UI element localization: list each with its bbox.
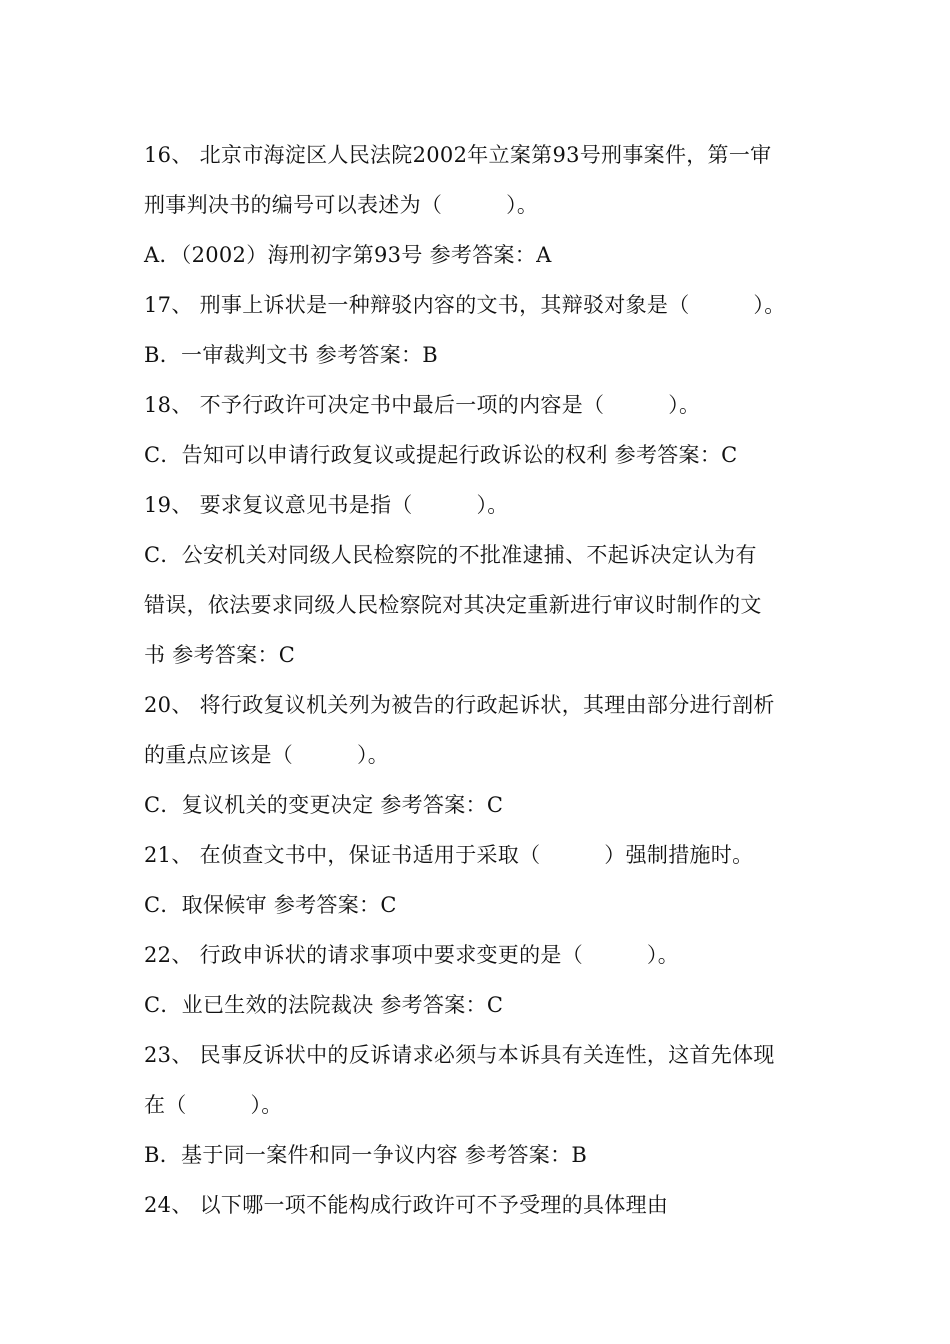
text-line: 错误，依法要求同级人民检察院对其决定重新进行审议时制作的文 — [144, 593, 762, 617]
text-line: 在（ ）。 — [144, 1093, 283, 1117]
text-line: 21、 在侦查文书中，保证书适用于采取（ ）强制措施时。 — [144, 843, 754, 867]
text-line: 17、 刑事上诉状是一种辩驳内容的文书，其辩驳对象是（ ）。 — [144, 293, 786, 317]
text-line: C．告知可以申请行政复议或提起行政诉讼的权利 参考答案：C — [144, 443, 738, 467]
text-line: 18、 不予行政许可决定书中最后一项的内容是（ ）。 — [144, 393, 701, 417]
text-line: 20、 将行政复议机关列为被告的行政起诉状，其理由部分进行剖析 — [144, 693, 775, 717]
text-line: 刑事判决书的编号可以表述为（ ）。 — [144, 193, 539, 217]
text-line: 16、 北京市海淀区人民法院2002年立案第93号刑事案件，第一审 — [144, 143, 772, 167]
text-line: A．（2002）海刑初字第93号 参考答案：A — [144, 243, 552, 267]
text-line: C．公安机关对同级人民检察院的不批准逮捕、不起诉决定认为有 — [144, 543, 757, 567]
text-line: B．基于同一案件和同一争议内容 参考答案：B — [144, 1143, 588, 1167]
text-line: 23、 民事反诉状中的反诉请求必须与本诉具有关连性，这首先体现 — [144, 1043, 775, 1067]
text-line: C．业已生效的法院裁决 参考答案：C — [144, 993, 504, 1017]
text-line: B．一审裁判文书 参考答案：B — [144, 343, 439, 367]
text-line: 22、 行政申诉状的请求事项中要求变更的是（ ）。 — [144, 943, 679, 967]
text-line: C．复议机关的变更决定 参考答案：C — [144, 793, 504, 817]
text-line: C．取保候审 参考答案：C — [144, 893, 397, 917]
text-line: 的重点应该是（ ）。 — [144, 743, 390, 767]
document-body — [144, 130, 824, 1230]
text-line: 24、 以下哪一项不能构成行政许可不予受理的具体理由 — [144, 1193, 669, 1217]
text-line: 19、 要求复议意见书是指（ ）。 — [144, 493, 509, 517]
text-line: 书 参考答案：C — [144, 643, 296, 667]
